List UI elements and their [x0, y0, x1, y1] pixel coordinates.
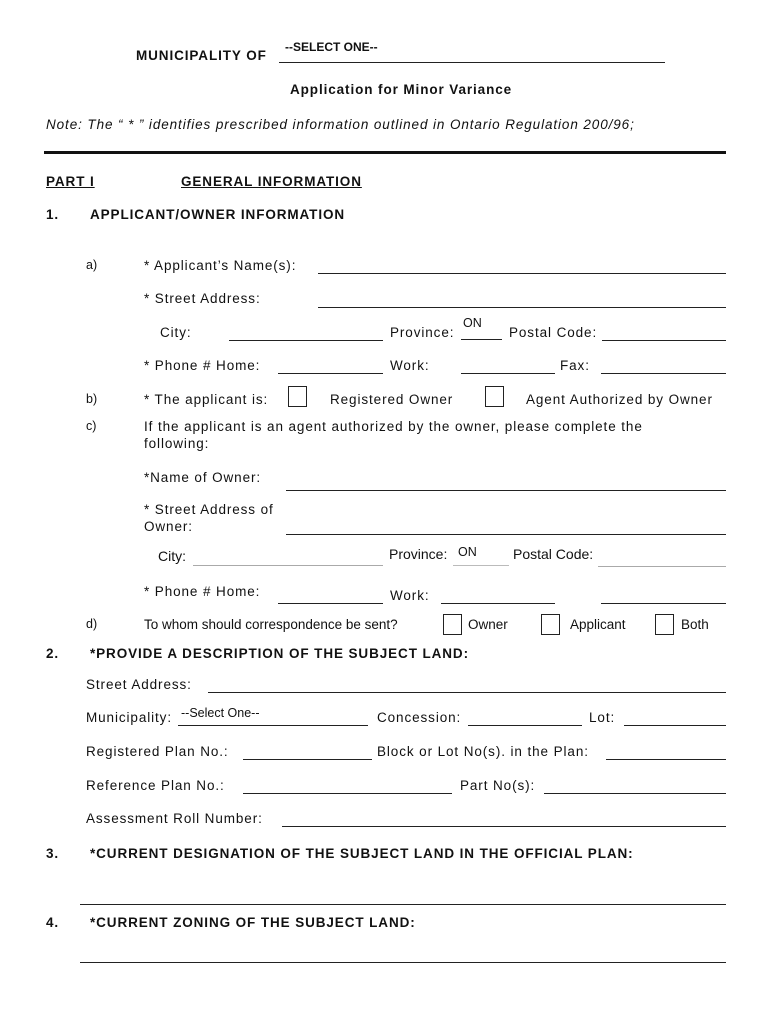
- header-divider: [44, 151, 726, 154]
- agent-instructions-line2: following:: [144, 436, 210, 451]
- owner-phone-home-field[interactable]: [278, 587, 383, 604]
- fax-field[interactable]: [601, 357, 726, 374]
- city-label: City:: [160, 325, 192, 340]
- street-address-label: * Street Address:: [144, 291, 261, 306]
- registered-plan-field[interactable]: [243, 743, 372, 760]
- land-municipality-label: Municipality:: [86, 710, 172, 725]
- agent-authorized-label: Agent Authorized by Owner: [526, 392, 713, 407]
- item-a-marker: a): [86, 258, 98, 272]
- land-street-label: Street Address:: [86, 677, 192, 692]
- city-field[interactable]: [229, 324, 383, 341]
- section-4-number: 4.: [46, 915, 60, 930]
- province-label: Province:: [390, 325, 455, 340]
- postal-code-field[interactable]: [602, 324, 726, 341]
- section-1-title: APPLICANT/OWNER INFORMATION: [90, 207, 346, 222]
- correspondence-owner-checkbox[interactable]: [443, 614, 462, 635]
- registered-owner-label: Registered Owner: [330, 392, 454, 407]
- roll-number-field[interactable]: [282, 810, 726, 827]
- item-c-marker: c): [86, 419, 97, 433]
- lot-label: Lot:: [589, 710, 616, 725]
- work-phone-field[interactable]: [461, 357, 555, 374]
- item-b-marker: b): [86, 392, 98, 406]
- province-value[interactable]: ON: [463, 316, 482, 330]
- section-4-title: *CURRENT ZONING OF THE SUBJECT LAND:: [90, 915, 416, 930]
- municipality-select[interactable]: --SELECT ONE--: [285, 40, 378, 54]
- municipality-underline: [279, 62, 665, 63]
- applicant-name-label: * Applicant’s Name(s):: [144, 258, 297, 273]
- part-label: PART I: [46, 174, 95, 189]
- correspondence-owner-label: Owner: [468, 617, 508, 632]
- owner-city-field[interactable]: [193, 549, 383, 566]
- section-2-title: *PROVIDE A DESCRIPTION OF THE SUBJECT LAND:: [90, 646, 469, 661]
- section-2-number: 2.: [46, 646, 60, 661]
- block-lot-label: Block or Lot No(s). in the Plan:: [377, 744, 589, 759]
- form-title: Application for Minor Variance: [290, 82, 513, 97]
- applicant-is-label: * The applicant is:: [144, 392, 269, 407]
- correspondence-applicant-label: Applicant: [570, 617, 626, 632]
- owner-province-value[interactable]: ON: [458, 545, 477, 559]
- section-3-title: *CURRENT DESIGNATION OF THE SUBJECT LAND IN THE OFFICIAL PLAN:: [90, 846, 634, 861]
- owner-name-label: *Name of Owner:: [144, 470, 262, 485]
- registered-owner-checkbox[interactable]: [288, 386, 307, 407]
- lot-field[interactable]: [624, 709, 726, 726]
- part-numbers-field[interactable]: [544, 777, 726, 794]
- owner-province-underline: [453, 565, 509, 566]
- correspondence-both-label: Both: [681, 617, 709, 632]
- owner-street-label-line2: Owner:: [144, 519, 193, 534]
- regulation-note: Note: The “ * ” identifies prescribed information outlined in Ontario Regulation 200/96;: [46, 117, 635, 132]
- part-numbers-label: Part No(s):: [460, 778, 536, 793]
- official-plan-designation-field[interactable]: [80, 888, 726, 905]
- owner-postal-label: Postal Code:: [513, 546, 594, 562]
- part-title: GENERAL INFORMATION: [181, 174, 362, 189]
- owner-street-field[interactable]: [286, 518, 726, 535]
- item-d-marker: d): [86, 617, 98, 631]
- owner-work-label: Work:: [390, 588, 430, 603]
- correspondence-label: To whom should correspondence be sent?: [144, 617, 398, 632]
- registered-plan-label: Registered Plan No.:: [86, 744, 229, 759]
- municipality-label: MUNICIPALITY OF: [136, 48, 267, 63]
- zoning-field[interactable]: [80, 946, 726, 963]
- section-1-number: 1.: [46, 207, 60, 222]
- owner-extra-phone-field[interactable]: [601, 587, 726, 604]
- roll-number-label: Assessment Roll Number:: [86, 811, 263, 826]
- owner-work-field[interactable]: [441, 587, 555, 604]
- fax-label: Fax:: [560, 358, 590, 373]
- section-3-number: 3.: [46, 846, 60, 861]
- owner-postal-field[interactable]: [598, 550, 726, 567]
- province-underline: [461, 339, 502, 340]
- phone-home-field[interactable]: [278, 357, 383, 374]
- owner-name-field[interactable]: [286, 474, 726, 491]
- land-municipality-underline: [178, 725, 368, 726]
- owner-street-label-line1: * Street Address of: [144, 502, 274, 517]
- concession-field[interactable]: [468, 709, 582, 726]
- owner-phone-home-label: * Phone # Home:: [144, 584, 261, 599]
- correspondence-both-checkbox[interactable]: [655, 614, 674, 635]
- land-street-field[interactable]: [208, 676, 726, 693]
- postal-code-label: Postal Code:: [509, 325, 598, 340]
- block-lot-field[interactable]: [606, 743, 726, 760]
- reference-plan-label: Reference Plan No.:: [86, 778, 225, 793]
- street-address-field[interactable]: [318, 291, 726, 308]
- land-municipality-select[interactable]: --Select One--: [181, 706, 260, 720]
- applicant-name-field[interactable]: [318, 257, 726, 274]
- reference-plan-field[interactable]: [243, 777, 452, 794]
- owner-city-label: City:: [158, 548, 186, 564]
- owner-province-label: Province:: [389, 546, 448, 562]
- phone-home-label: * Phone # Home:: [144, 358, 261, 373]
- concession-label: Concession:: [377, 710, 462, 725]
- correspondence-applicant-checkbox[interactable]: [541, 614, 560, 635]
- work-label: Work:: [390, 358, 430, 373]
- agent-authorized-checkbox[interactable]: [485, 386, 504, 407]
- agent-instructions-line1: If the applicant is an agent authorized by the owner, please complete the: [144, 419, 643, 434]
